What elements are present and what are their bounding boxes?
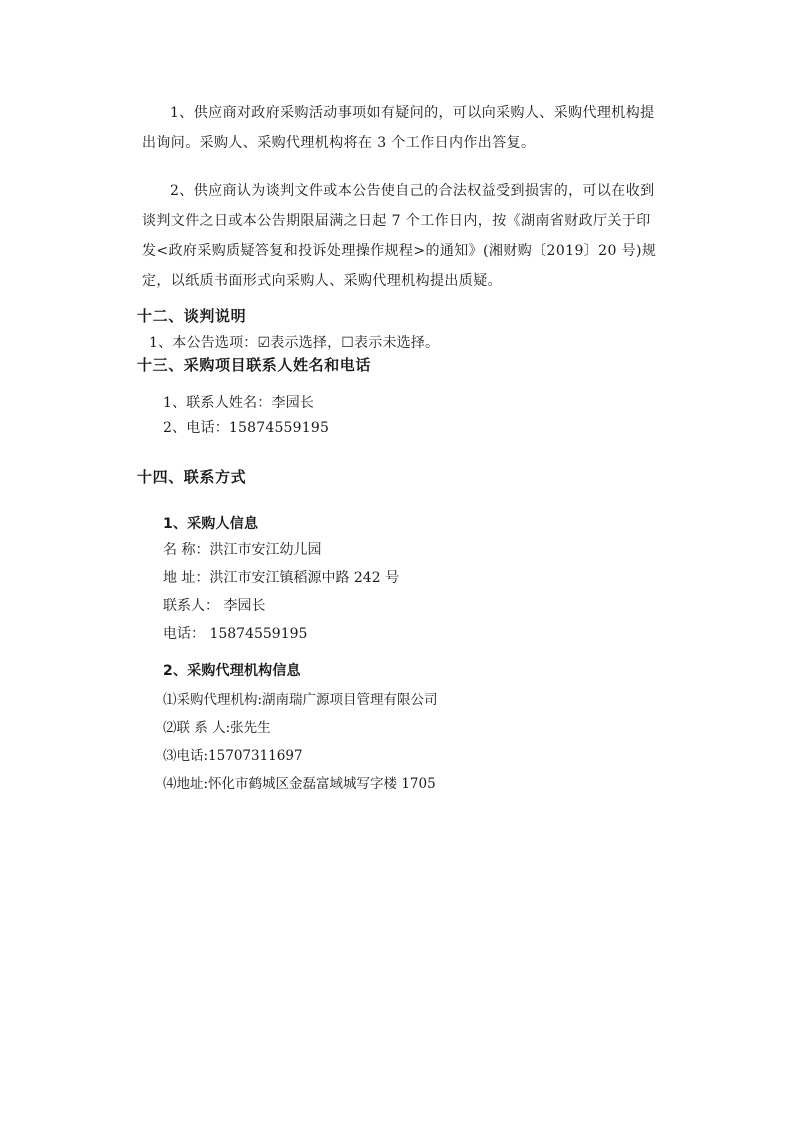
checked-description: 表示选择， — [270, 335, 342, 351]
agency-info-title: 2、采购代理机构信息 — [163, 663, 301, 679]
purchaser-info-title: 1、采购人信息 — [163, 516, 259, 532]
purchaser-contact: 联系人： 李园长 — [163, 598, 266, 614]
section-13-heading: 十三、采购项目联系人姓名和电话 — [137, 356, 372, 374]
contact-phone: 2、电话：15874559195 — [163, 420, 330, 436]
agency-info — [163, 690, 438, 802]
inquiry-paragraph: 1、供应商对政府采购活动事项如有疑问的，可以向采购人、采购代理机构提出询问。采购人、采购代理机构将在 3 个工作日内作出答复。 — [142, 105, 655, 151]
purchaser-info — [163, 540, 399, 652]
contact-name: 1、联系人姓名：李园长 — [163, 395, 315, 411]
purchaser-address: 地 址：洪江市安江镇稻源中路 242 号 — [163, 570, 400, 586]
option-note — [149, 333, 439, 353]
agency-phone: ⑶电话:15707311697 — [163, 748, 303, 764]
checked-box-icon: ☑ — [257, 335, 271, 351]
option-note-prefix: 1、本公告选项： — [149, 335, 258, 351]
section-14-heading: 十四、联系方式 — [137, 468, 247, 486]
purchaser-phone: 电话： 15874559195 — [163, 626, 308, 642]
purchaser-name: 名 称：洪江市安江幼儿园 — [163, 542, 322, 558]
agency-address: ⑷地址:怀化市鹤城区金磊富域城写字楼 1705 — [163, 776, 436, 792]
challenge-paragraph: 2、供应商认为谈判文件或本公告使自己的合法权益受到损害的，可以在收到谈判文件之日或本公告期限届满之日起 7 个工作日内，按《湖南省财政厅关于印发<政府采购质疑答复和投诉处理操作规程>的通知》(湘财购〔2019〕20 号)规定，以纸质书面形式向采购人、采购代理机构提出质疑。 — [142, 183, 657, 289]
unchecked-box-icon: ☐ — [341, 335, 355, 351]
section-12-heading: 十二、谈判说明 — [137, 307, 247, 325]
agency-contact: ⑵联 系 人:张先生 — [163, 720, 271, 736]
unchecked-description: 表示未选择。 — [354, 335, 440, 351]
agency-name: ⑴采购代理机构:湖南瑞广源项目管理有限公司 — [163, 692, 438, 708]
